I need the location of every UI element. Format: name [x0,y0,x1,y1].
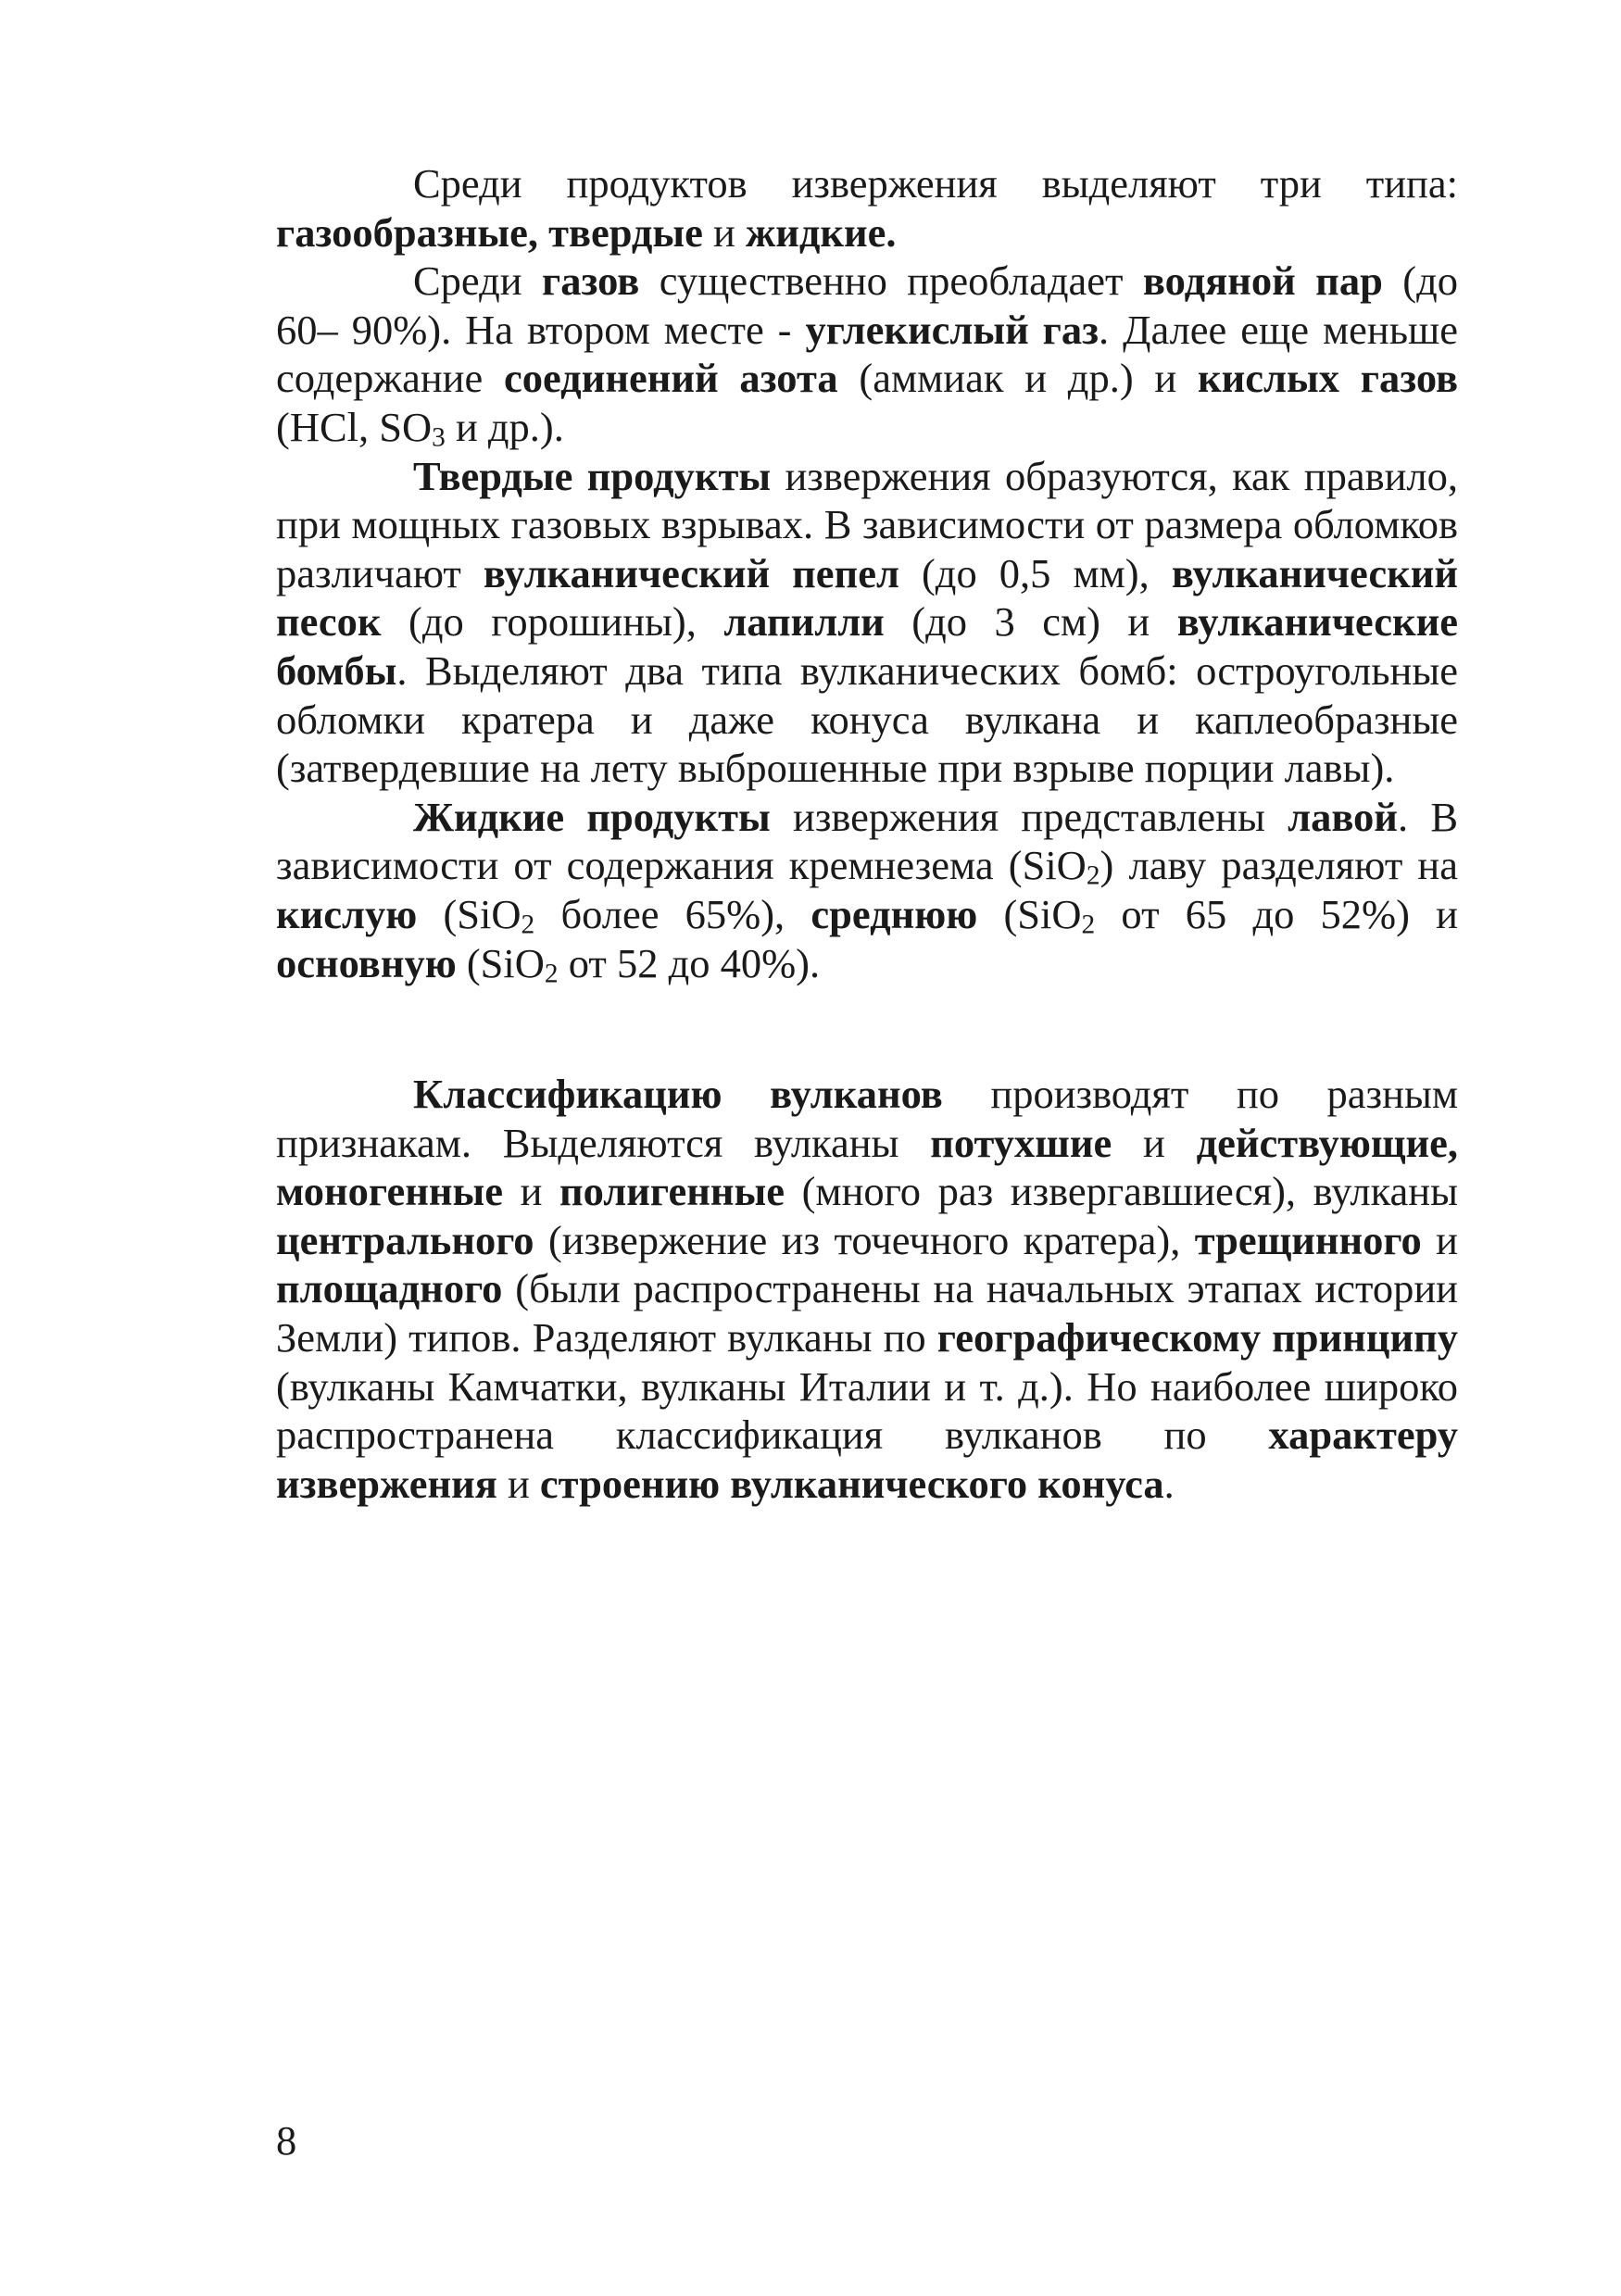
page-body [276,159,1458,1508]
text-run: . Выделяют два типа вулканических бомб: остроугольные обломки кратера и даже конуса вулкана и каплеобразные (затвердевшие на лету выброшенные при взрыве порции лавы). [276,646,1458,792]
subscript: 2 [1081,910,1096,940]
subscript: 2 [544,958,559,988]
paragraph-liquid-products [276,793,1458,987]
text-run: (до 0,5 мм), [898,549,1172,596]
bold-term: строению вулканического конуса [539,1460,1164,1507]
text-run: и [702,208,746,256]
bold-term: Жидкие продукты [413,793,771,840]
bold-term: Твердые продукты [413,452,772,499]
text-run: и [503,1168,559,1215]
text-run: ) лаву разделяют на [1100,842,1459,889]
bold-term: площадного [276,1265,503,1312]
bold-term: центрального [276,1216,534,1263]
text-run: (извержение из точечного кратера), [534,1216,1195,1263]
subscript: 2 [521,910,535,940]
paragraph-eruption-products [276,159,1458,257]
bold-term: жидкие. [745,208,897,256]
text-run: (HCl, SO [276,403,433,450]
paragraph-solid-products [276,452,1458,793]
bold-term: географическому принципу [936,1314,1458,1361]
text-run: извержения образуются, как правило, при мощных газовых взрывах. В зависимости от размера обломков различают [276,452,1458,596]
paragraph-gap [276,987,1458,1070]
bold-term: лавой [1288,793,1398,840]
text-run: от 65 до 52%) и [1095,890,1458,937]
text-run: и др.). [445,403,564,450]
text-run: (были распространены на начальных этапах истории Земли) типов. Разделяют вулканы по [276,1265,1458,1361]
bold-term: потухшие [930,1119,1112,1166]
bold-term: водяной пар [1142,257,1383,305]
text-run: (SiO [417,890,521,937]
text-run: и [496,1460,540,1507]
bold-term: Классификацию вулканов [413,1071,943,1118]
text-run: (аммиак и др.) и [837,355,1198,402]
bold-term: вулканические бомбы [276,598,1458,694]
text-run: более 65%), [534,890,811,937]
bold-term: вулканический песок [276,549,1458,646]
text-run: Среди [413,257,543,305]
text-run: от 52 до 40%). [558,939,821,986]
text-run: Среди продуктов извержения выделяют три типа: [413,160,1458,207]
text-run: (до 3 см) и [884,598,1177,646]
text-run: (SiO [977,890,1082,937]
bold-term: среднюю [810,890,978,937]
text-run: . Далее еще меньше содержание [276,306,1459,402]
bold-term: газов [542,257,640,305]
bold-term: соединений азота [504,355,838,402]
text-run: (до 60– 90%). На втором месте - [276,257,1458,353]
bold-term: кислую [276,890,418,937]
subscript: 3 [432,422,446,453]
text-run: извержения представлены [770,793,1288,840]
text-run: и [1112,1119,1197,1166]
bold-term: полигенные [559,1168,785,1215]
text-run: . [1163,1460,1175,1507]
bold-term: характеру извержения [276,1411,1458,1507]
bold-term: углекислый газ [805,306,1100,353]
text-run: (вулканы Камчатки, вулканы Италии и т. д.). Но наиболее широко распространена классификация вулканов по [276,1362,1458,1459]
text-run: существенно преобладает [639,257,1143,305]
text-run: (SiO [456,939,545,986]
paragraph-classification [276,1070,1458,1508]
bold-term: лапилли [723,598,885,646]
subscript: 2 [1086,860,1100,891]
text-run: производят по разным признакам. Выделяются вулканы [276,1071,1458,1166]
text-run: (до горошины), [381,598,724,646]
bold-term: основную [276,939,457,986]
bold-term: газообразные, твердые [276,208,703,256]
bold-term: вулканический пепел [483,549,899,596]
page-number: 8 [276,2117,297,2164]
text-run: (много раз извергавшиеся), вулканы [785,1168,1458,1215]
bold-term: трещинного [1194,1216,1422,1263]
bold-term: действующие, моногенные [276,1119,1458,1215]
text-run: и [1421,1216,1458,1263]
paragraph-gases [276,257,1458,451]
text-run: . В зависимости от содержания кремнезема (SiO [276,793,1458,889]
bold-term: кислых газов [1197,355,1458,402]
